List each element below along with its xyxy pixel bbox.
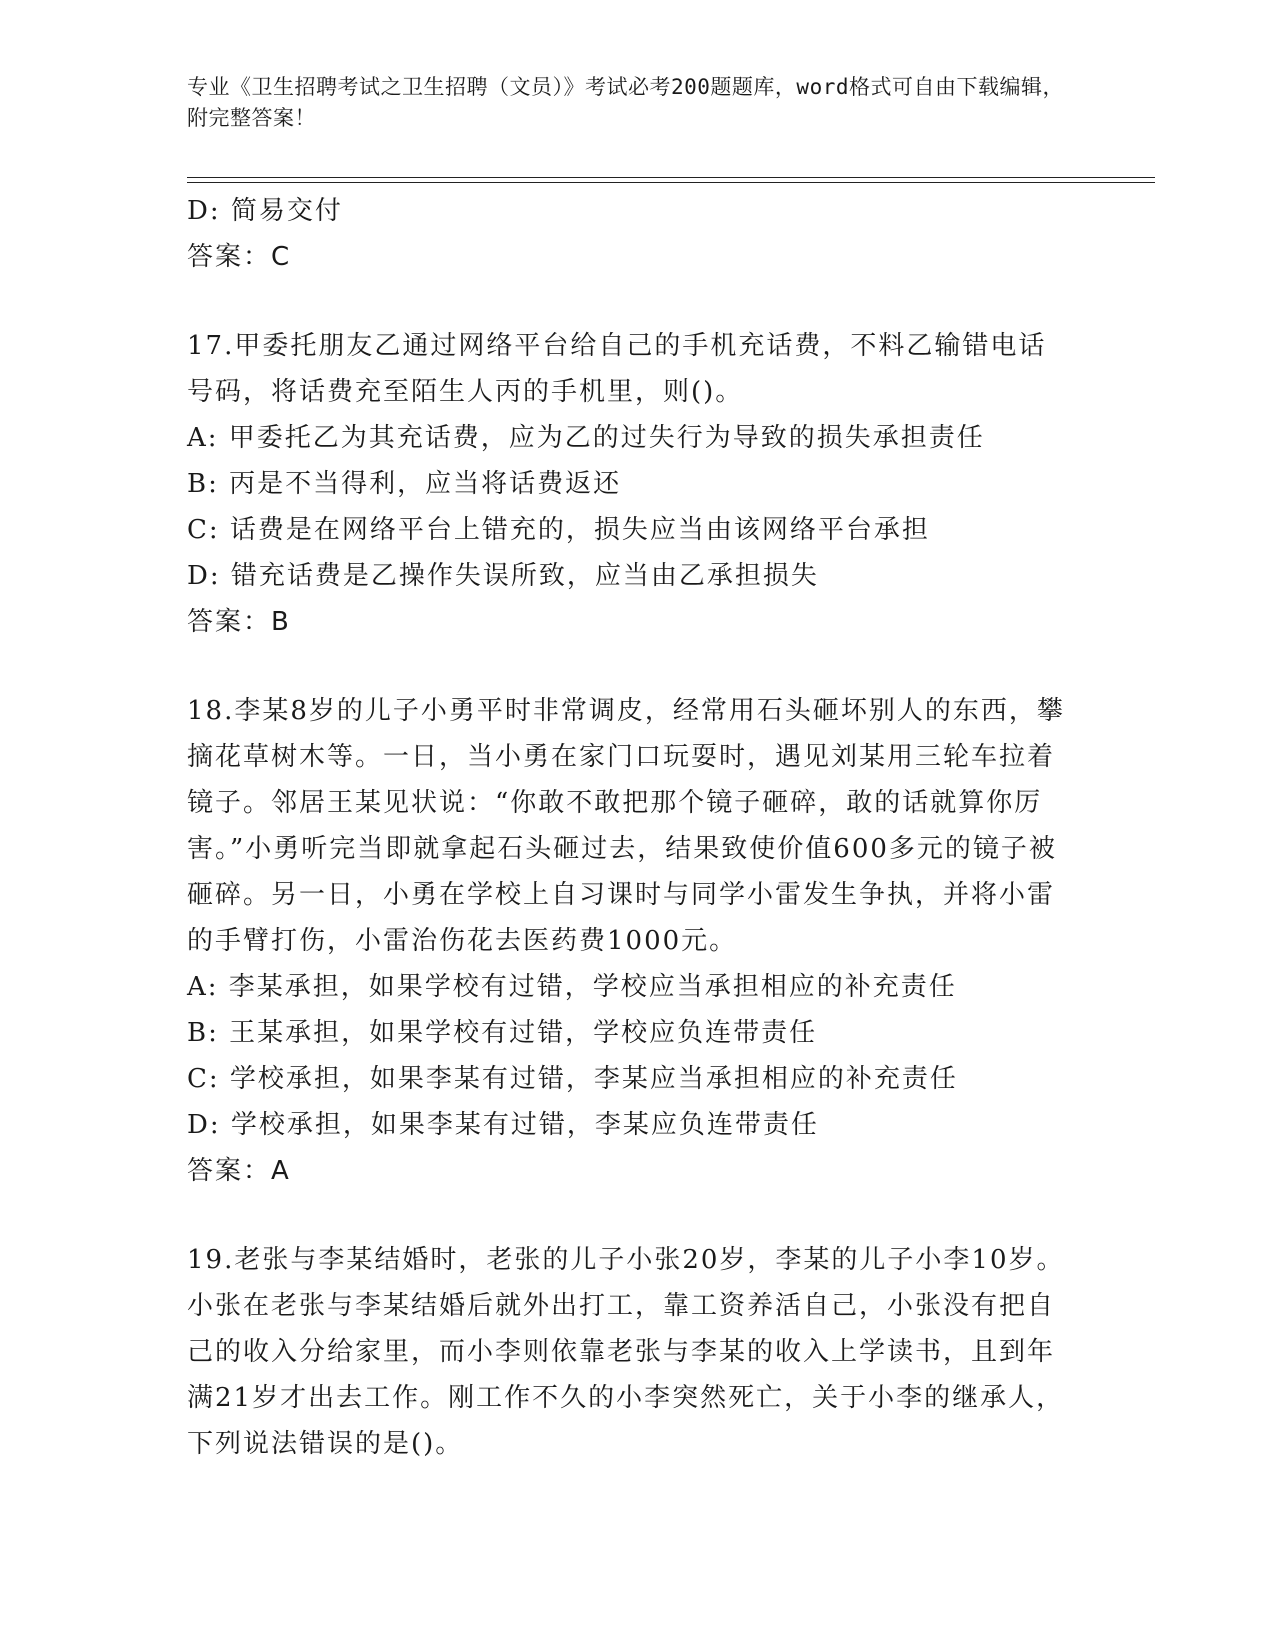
option-c: C: 话费是在网络平台上错充的，损失应当由该网络平台承担 <box>187 515 930 545</box>
option-b: B: 丙是不当得利，应当将话费返还 <box>187 469 622 499</box>
answer: 答案：B <box>187 607 291 637</box>
option-a: A: 李某承担，如果学校有过错，学校应当承担相应的补充责任 <box>187 972 957 1002</box>
question-content <box>187 188 1067 1467</box>
question-18 <box>187 688 1067 1194</box>
spacer <box>187 1194 1067 1237</box>
question-stem: 18.李某8岁的儿子小勇平时非常调皮，经常用石头砸坏别人的东西，攀摘花草树木等。一日，当小勇在家门口玩耍时，遇见刘某用三轮车拉着镜子。邻居王某见状说：“你敢不敢把那个镜子砸碎，敢的话就算你厉害。”小勇听完当即就拿起石头砸过去，结果致使价值600多元的镜子被砸碎。另一日，小勇在学校上自习课时与同学小雷发生争执，并将小雷的手臂打伤，小雷治伤花去医药费1000元。 <box>187 696 1065 956</box>
question-19 <box>187 1237 1067 1467</box>
question-stem: 19.老张与李某结婚时，老张的儿子小张20岁，李某的儿子小李10岁。小张在老张与李某结婚后就外出打工，靠工资养活自己，小张没有把自己的收入分给家里，而小李则依靠老张与李某的收入上学读书，且到年满21岁才出去工作。刚工作不久的小李突然死亡，关于小李的继承人，下列说法错误的是()。 <box>187 1245 1065 1459</box>
page-header: 专业《卫生招聘考试之卫生招聘（文员）》考试必考200题题库，word格式可自由下载编辑，附完整答案！ <box>187 75 1064 130</box>
prev-option-d: D: 简易交付 <box>187 196 343 226</box>
question-stem: 17.甲委托朋友乙通过网络平台给自己的手机充话费，不料乙输错电话号码，将话费充至陌生人丙的手机里，则()。 <box>187 331 1047 407</box>
header-divider-top <box>187 177 1155 178</box>
option-b: B: 王某承担，如果学校有过错，学校应负连带责任 <box>187 1018 818 1048</box>
answer: 答案：A <box>187 1156 291 1186</box>
option-d: D: 错充话费是乙操作失误所致，应当由乙承担损失 <box>187 561 819 591</box>
header-divider-bottom <box>187 182 1155 183</box>
option-a: A: 甲委托乙为其充话费，应为乙的过失行为导致的损失承担责任 <box>187 423 985 453</box>
option-c: C: 学校承担，如果李某有过错，李某应当承担相应的补充责任 <box>187 1064 958 1094</box>
option-d: D: 学校承担，如果李某有过错，李某应负连带责任 <box>187 1110 819 1140</box>
spacer <box>187 280 1067 323</box>
prev-answer: 答案：C <box>187 242 292 272</box>
question-17 <box>187 323 1067 645</box>
spacer <box>187 645 1067 688</box>
